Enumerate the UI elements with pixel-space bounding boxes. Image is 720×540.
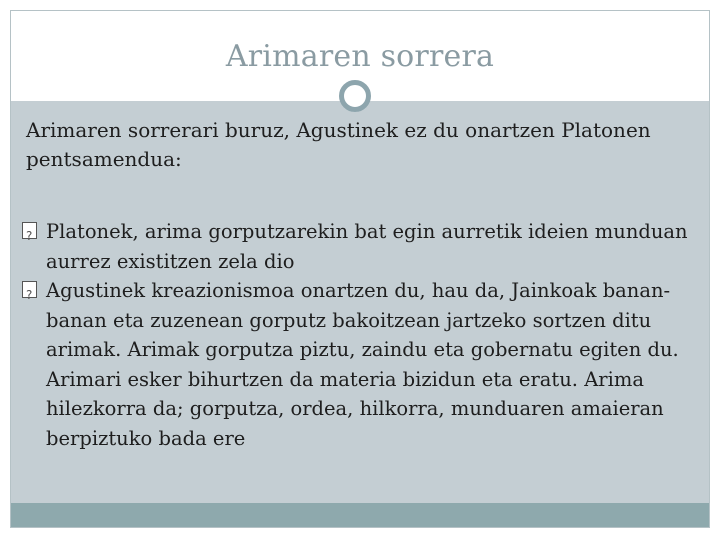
ring-icon: [339, 80, 371, 112]
slide-title: Arimaren sorrera: [225, 39, 495, 74]
bullet-item: [22, 276, 692, 453]
circle-ornament-icon: [339, 80, 371, 112]
bullet-item: [22, 217, 692, 276]
intro-text: Arimaren sorrerari buruz, Agustinek ez du onartzen Platonen pentsamendua:: [26, 118, 651, 171]
missing-glyph-box-icon: [22, 222, 37, 239]
missing-glyph-box-icon: [22, 281, 37, 298]
footer-bar: [11, 503, 709, 527]
bullet-text: Platonek, arima gorputzarekin bat egin aurretik ideien munduan aurrez existitzen zela dio: [46, 220, 688, 273]
bullet-text: Agustinek kreazionismoa onartzen du, hau da, Jainkoak banan-banan eta zuzenean gorputz bakoitzean jartzeko sortzen ditu arimak. Arimak gorputza piztu, zaindu eta gobernatu egiten du. Arimari esker bihurtzen da materia bizidun eta eratu. Arima hilezkorra da; gorputza, ordea, hilkorra, munduaren amaieran berpiztuko bada ere: [46, 279, 679, 450]
bullet-list: [22, 217, 692, 453]
